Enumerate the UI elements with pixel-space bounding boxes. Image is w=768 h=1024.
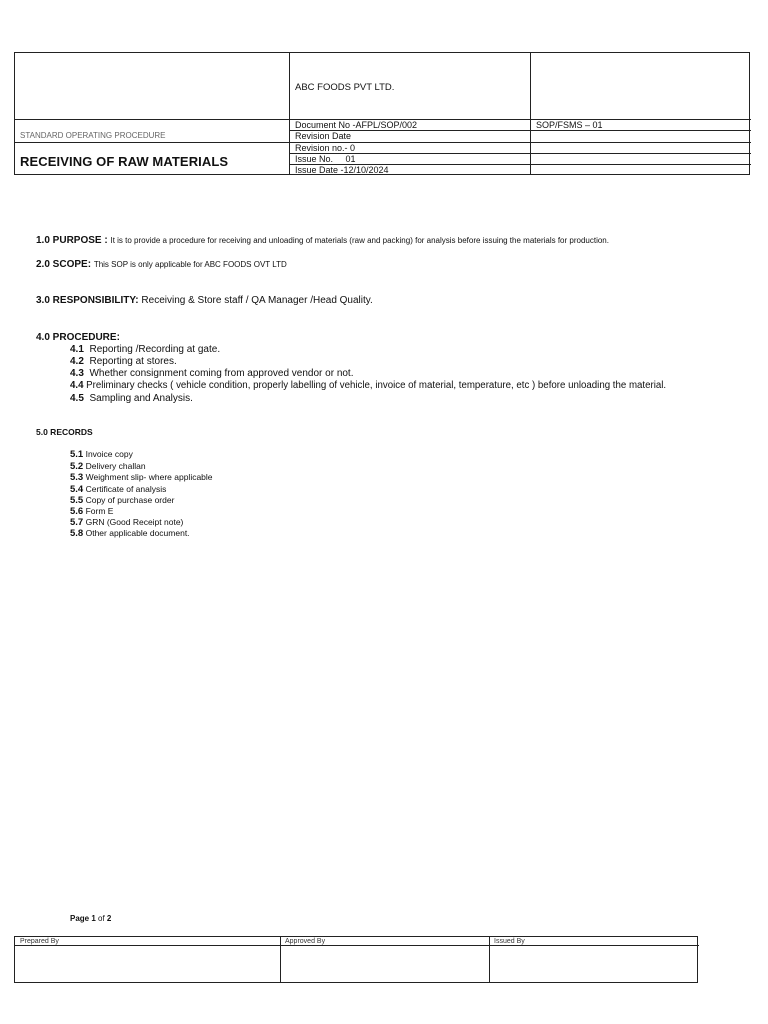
list-item <box>70 528 190 539</box>
item-number: 5.5 <box>70 495 84 506</box>
company-name: ABC FOODS PVT LTD. <box>295 82 395 93</box>
item-text: Invoice copy <box>85 449 133 459</box>
page-of: of <box>95 914 107 923</box>
item-number: 4.5 <box>70 393 84 404</box>
list-item <box>70 449 133 460</box>
item-text: Sampling and Analysis. <box>89 393 193 404</box>
header-row-line <box>15 142 751 143</box>
doc-number: Document No -AFPL/SOP/002 <box>295 120 418 130</box>
records-heading-text: 5.0 RECORDS <box>36 427 93 437</box>
revision-date: Revision Date <box>295 131 352 141</box>
records-heading <box>36 427 93 437</box>
list-item <box>70 368 354 379</box>
doc-title: RECEIVING OF RAW MATERIALS <box>20 154 229 169</box>
approved-by-label: Approved By <box>285 938 326 945</box>
procedure-heading <box>36 332 120 343</box>
item-text: Preliminary checks ( vehicle condition, properly labelling of vehicle, invoice of material, temperature, etc ) before unloading the material. <box>86 380 667 391</box>
signature-header-line <box>15 945 699 946</box>
header-row-line <box>289 153 751 154</box>
prepared-by-label: Prepared By <box>20 938 59 945</box>
doc-type-label: STANDARD OPERATING PROCEDURE <box>20 131 166 140</box>
item-text: Certificate of analysis <box>85 484 167 494</box>
item-text: Weighment slip- where applicable <box>85 472 213 482</box>
list-item <box>70 356 177 367</box>
item-number: 5.3 <box>70 472 84 483</box>
purpose-section <box>36 235 609 246</box>
issue-number: Issue No. 01 <box>295 154 356 164</box>
page-current: 1 <box>91 914 96 923</box>
list-item <box>70 484 166 495</box>
header-row-line <box>289 130 751 131</box>
item-number: 4.3 <box>70 368 84 379</box>
signature-table <box>14 936 698 983</box>
purpose-text: It is to provide a procedure for receiving and unloading of materials (raw and packing) for analysis before issuing the materials for production. <box>110 236 609 245</box>
scope-text: This SOP is only applicable for ABC FOODS OVT LTD <box>93 260 287 269</box>
item-number: 4.2 <box>70 356 84 367</box>
item-number: 5.7 <box>70 517 84 528</box>
list-item <box>70 495 174 506</box>
signature-divider <box>489 937 490 982</box>
item-number: 5.8 <box>70 528 84 539</box>
responsibility-text: Receiving & Store staff / QA Manager /Head Quality. <box>141 295 373 306</box>
scope-heading: 2.0 SCOPE: <box>36 259 92 270</box>
list-item <box>70 506 113 517</box>
list-item <box>70 472 213 483</box>
item-text: Other applicable document. <box>85 528 190 538</box>
item-number: 5.2 <box>70 461 84 472</box>
page-number <box>70 914 111 923</box>
item-number: 4.4 <box>70 380 84 391</box>
procedure-heading-text: 4.0 PROCEDURE: <box>36 332 120 343</box>
item-text: GRN (Good Receipt note) <box>85 517 184 527</box>
revision-number: Revision no.- 0 <box>295 143 356 153</box>
item-number: 5.6 <box>70 506 84 517</box>
item-text: Reporting /Recording at gate. <box>89 344 221 355</box>
signature-divider <box>280 937 281 982</box>
page-total: 2 <box>106 914 112 923</box>
header-divider <box>530 53 531 174</box>
scope-section <box>36 259 287 270</box>
responsibility-heading: 3.0 RESPONSIBILITY: <box>36 295 139 306</box>
issue-date: Issue Date -12/10/2024 <box>295 165 389 175</box>
item-number: 5.1 <box>70 449 84 460</box>
header-table <box>14 52 750 175</box>
list-item <box>70 393 193 404</box>
item-number: 5.4 <box>70 484 84 495</box>
list-item <box>70 380 666 391</box>
purpose-heading: 1.0 PURPOSE : <box>36 235 108 246</box>
responsibility-section <box>36 295 373 306</box>
page-prefix: Page <box>70 914 92 923</box>
list-item <box>70 517 183 528</box>
issued-by-label: Issued By <box>494 938 525 945</box>
item-number: 4.1 <box>70 344 84 355</box>
item-text: Delivery challan <box>85 461 146 471</box>
item-text: Form E <box>85 506 114 516</box>
item-text: Whether consignment coming from approved vendor or not. <box>89 368 354 379</box>
item-text: Reporting at stores. <box>89 356 177 367</box>
item-text: Copy of purchase order <box>85 495 175 505</box>
header-divider <box>289 53 290 174</box>
list-item <box>70 461 146 472</box>
sop-code: SOP/FSMS – 01 <box>536 120 603 130</box>
list-item <box>70 344 220 355</box>
